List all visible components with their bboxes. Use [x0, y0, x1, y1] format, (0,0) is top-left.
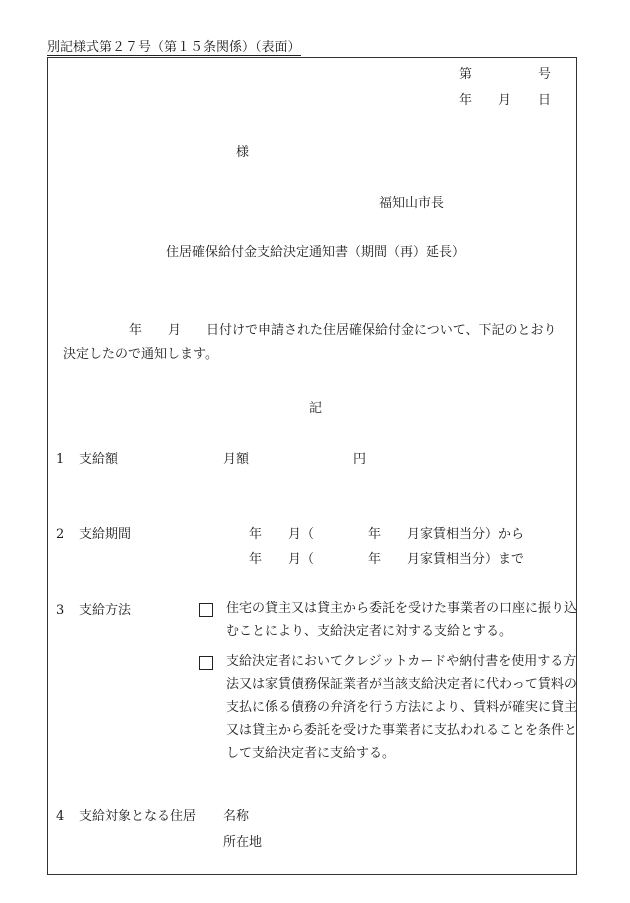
residence-address-label: 所在地 [223, 835, 263, 850]
date-day: 日 [538, 93, 552, 108]
period-from-year2: 年 [368, 527, 382, 542]
item-1-label: 支給額 [79, 452, 119, 467]
checkbox-icon [199, 656, 213, 670]
item-2-num: 2 [56, 527, 65, 542]
period-to-month: 月（ [288, 552, 315, 567]
body-year: 年 [129, 323, 143, 338]
number-prefix: 第 [459, 67, 473, 82]
item-2-label: 支給期間 [79, 527, 132, 542]
period-to-tail: 月家賃相当分）まで [407, 552, 525, 567]
option-2-text: 支給決定者においてクレジットカードや納付書を使用する方法又は家賃債務保証業者が当該支給決定者に代わって賃料の支払に係る債務の弁済を行う方法により、賃料が確実に貸主又は貸主から委託を受けた事業者に支払われることを条件として支給決定者に支給する。 [226, 654, 578, 761]
period-to-year: 年 [249, 552, 263, 567]
date-month: 月 [498, 93, 512, 108]
number-suffix: 号 [538, 67, 552, 82]
checkbox-icon [199, 603, 213, 617]
period-to-year2: 年 [368, 552, 382, 567]
addressee-suffix: 様 [236, 145, 250, 160]
checkbox-option-2[interactable] [199, 656, 225, 674]
period-from-month: 月（ [288, 527, 315, 542]
period-from-year: 年 [249, 527, 263, 542]
document-title: 住居確保給付金支給決定通知書（期間（再）延長） [166, 245, 466, 260]
period-from-tail: 月家賃相当分）から [407, 527, 525, 542]
item-3-num: 3 [56, 603, 65, 618]
item-1-num: 1 [56, 452, 65, 467]
body-line1: 日付けで申請された住居確保給付金について、下記のとおり [206, 323, 557, 338]
item-1-yen: 円 [353, 452, 367, 467]
item-3-label: 支給方法 [79, 603, 132, 618]
body-month: 月 [168, 323, 182, 338]
option-1-text: 住宅の貸主又は貸主から委託を受けた事業者の口座に振り込むことにより、支給決定者に対する支給とする。 [226, 601, 578, 639]
item-4-num: 4 [56, 809, 65, 824]
residence-name-label: 名称 [223, 809, 250, 824]
date-year: 年 [459, 93, 473, 108]
issuer: 福知山市長 [379, 196, 445, 211]
ki-marker: 記 [309, 401, 323, 416]
checkbox-option-1[interactable] [199, 603, 225, 621]
item-4-label: 支給対象となる住居 [79, 809, 197, 824]
item-1-monthly: 月額 [223, 452, 250, 467]
form-label: 別記様式第２７号（第１５条関係）（表面） [47, 40, 301, 55]
body-line2: 決定したので通知します。 [63, 347, 218, 362]
